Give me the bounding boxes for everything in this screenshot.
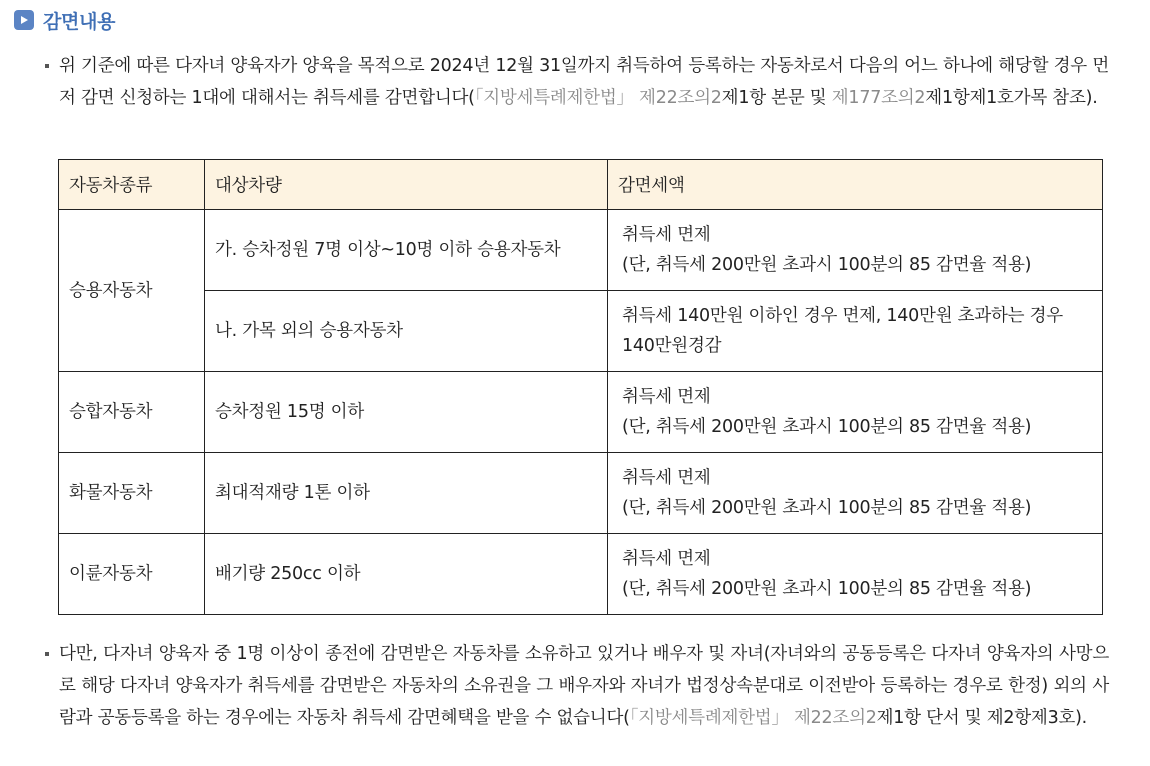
target-cell: 최대적재량 1톤 이하 (205, 453, 608, 534)
amount-cell (608, 291, 1103, 372)
amount-cell (608, 534, 1103, 615)
table-row (59, 291, 1103, 372)
amount-line: 취득세 면제 (622, 387, 711, 407)
tax-relief-table (58, 159, 1103, 615)
section-title: 감면내용 (43, 10, 116, 33)
amount-note: (단, 취득세 200만원 초과시 100분의 85 감면율 적용) (622, 255, 1032, 275)
play-arrow-icon (14, 10, 34, 30)
exception-text: 다만, 다자녀 양육자 중 1명 이상이 종전에 감면받은 자동차를 소유하고 있거나 배우자 및 자녀(자녀와의 공동등록은 다자녀 양육자의 사망으로 해당 다자녀 양육자가 취득세를 감면받은 자동차의 소유권을 그 배우자와 자녀가 법정상속분대로 이전받아 등록하는 경우로 한정) 외의 사람과 공동등록을 하는 경우에는 자동차 취득세 감면혜택을 받을 수 없습니다( (59, 644, 1109, 728)
bullet-icon (45, 64, 49, 68)
table-row (59, 210, 1103, 291)
section-header (14, 6, 115, 34)
law-reference-link[interactable]: 「지방세특례제한법」 제22조의2 (474, 88, 722, 108)
target-cell: 배기량 250cc 이하 (205, 534, 608, 615)
header-target-vehicle: 대상차량 (205, 160, 608, 210)
target-cell: 나. 가목 외의 승용자동차 (205, 291, 608, 372)
header-vehicle-type: 자동차종류 (59, 160, 205, 210)
exception-text-end: 제1항 단서 및 제2항제3호). (876, 708, 1087, 728)
table-header-row (59, 160, 1103, 210)
intro-text-mid: 제1항 본문 및 (721, 88, 832, 108)
amount-cell (608, 210, 1103, 291)
vehicle-type-cell: 이륜자동차 (59, 534, 205, 615)
exception-paragraph (59, 638, 1109, 734)
target-cell: 승차정원 15명 이하 (205, 372, 608, 453)
vehicle-type-cell: 승용자동차 (59, 210, 205, 372)
target-cell: 가. 승차정원 7명 이상~10명 이하 승용자동차 (205, 210, 608, 291)
amount-note: (단, 취득세 200만원 초과시 100분의 85 감면율 적용) (622, 417, 1032, 437)
intro-paragraph (59, 50, 1109, 114)
amount-line: 취득세 면제 (622, 225, 711, 245)
vehicle-type-cell: 화물자동차 (59, 453, 205, 534)
table-row (59, 453, 1103, 534)
header-relief-amount: 감면세액 (608, 160, 1103, 210)
table-row (59, 372, 1103, 453)
vehicle-type-cell: 승합자동차 (59, 372, 205, 453)
table-row (59, 534, 1103, 615)
amount-note: (단, 취득세 200만원 초과시 100분의 85 감면율 적용) (622, 579, 1032, 599)
amount-note: (단, 취득세 200만원 초과시 100분의 85 감면율 적용) (622, 498, 1032, 518)
amount-cell (608, 372, 1103, 453)
bullet-icon (45, 652, 49, 656)
amount-line: 취득세 면제 (622, 468, 711, 488)
intro-text-end: 제1항제1호가목 참조). (925, 88, 1098, 108)
amount-cell (608, 453, 1103, 534)
intro-text: 위 기준에 따른 다자녀 양육자가 양육을 목적으로 2024년 12월 31일까지 취득하여 등록하는 자동차로서 다음의 어느 하나에 해당할 경우 먼저 감면 신청하는 1대에 대해서는 취득세를 감면합니다( (59, 56, 1109, 108)
law-reference-link-2[interactable]: 제177조의2 (831, 88, 926, 108)
amount-line: 취득세 면제 (622, 549, 711, 569)
amount-line: 취득세 140만원 이하인 경우 면제, 140만원 초과하는 경우 140만원경감 (622, 306, 1063, 356)
law-reference-link[interactable]: 「지방세특례제한법」 제22조의2 (629, 708, 877, 728)
